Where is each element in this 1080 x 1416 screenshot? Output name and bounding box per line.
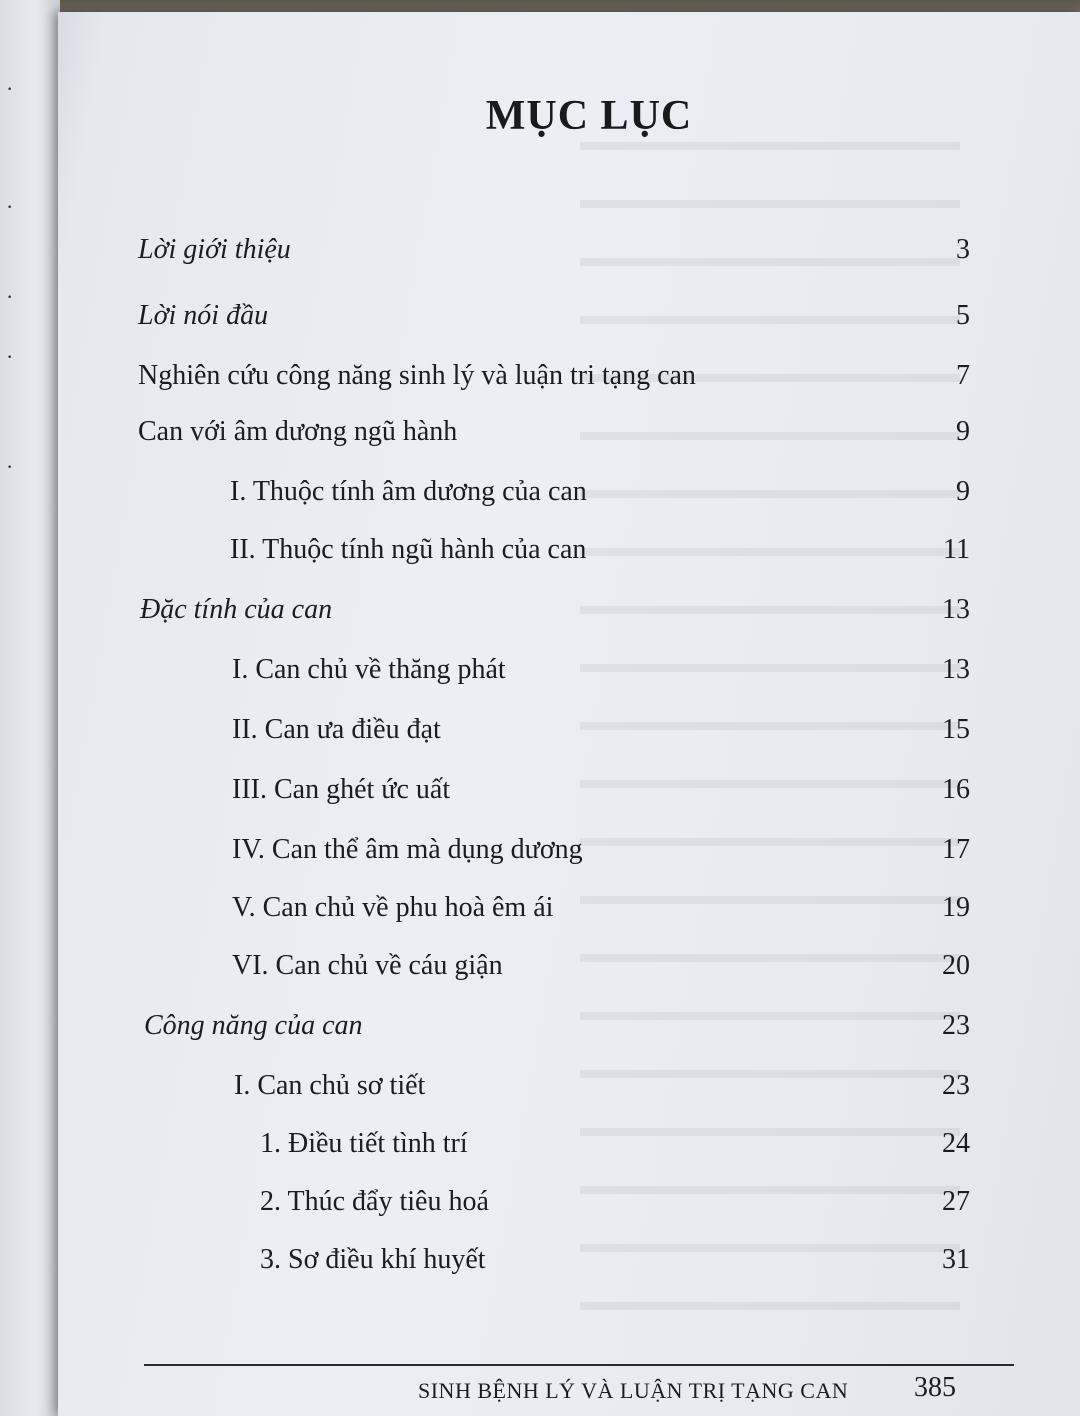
toc-entry-label: Can với âm dương ngũ hành <box>138 416 458 447</box>
toc-entry-page: 20 <box>942 950 970 981</box>
toc-entry[interactable] <box>232 710 970 750</box>
toc-entry[interactable] <box>138 296 970 336</box>
toc-entry[interactable] <box>138 412 970 452</box>
toc-entry-label: Công năng của can <box>144 1010 363 1041</box>
toc-entry-page: 24 <box>942 1128 970 1159</box>
toc-entry-page: 11 <box>943 534 970 565</box>
page-title: MỤC LỤC <box>485 93 693 139</box>
toc-entry[interactable] <box>138 230 970 270</box>
toc-entry-page: 15 <box>942 714 970 745</box>
book-page <box>58 12 1080 1416</box>
toc-entry-label: Lời giới thiệu <box>138 234 291 265</box>
toc-entry-label: III. Can ghét ức uất <box>232 774 451 805</box>
adjacent-page-mark: · <box>6 76 14 101</box>
toc-entry-page: 3 <box>956 234 970 265</box>
adjacent-page-mark: · <box>6 284 14 309</box>
toc-entry-label: Nghiên cứu công năng sinh lý và luận tri tạng can <box>138 360 696 391</box>
toc-entry-label: V. Can chủ về phu hoà êm ái <box>232 892 554 923</box>
toc-entry-page: 23 <box>942 1010 970 1041</box>
page-number: 385 <box>914 1372 956 1403</box>
toc-entry-label: II. Can ưa điều đạt <box>232 714 441 745</box>
toc-entry-label: 3. Sơ điều khí huyết <box>260 1244 486 1275</box>
adjacent-page-edge <box>0 0 60 1416</box>
toc-entry[interactable] <box>234 1066 970 1106</box>
toc-entry-label: I. Thuộc tính âm dương của can <box>230 476 587 507</box>
toc-entry-page: 9 <box>956 416 970 447</box>
toc-entry[interactable] <box>140 590 970 630</box>
toc-entry[interactable] <box>232 830 970 870</box>
toc-entry[interactable] <box>260 1240 970 1280</box>
toc-entry-label: Lời nói đầu <box>138 300 269 331</box>
toc-entry[interactable] <box>232 650 970 690</box>
adjacent-page-mark: · <box>6 344 14 369</box>
toc-entry[interactable] <box>144 1006 970 1046</box>
toc-entry[interactable] <box>232 770 970 810</box>
adjacent-page-mark: · <box>6 454 14 479</box>
table-of-contents <box>58 12 1080 1312</box>
toc-entry-label: 2. Thúc đẩy tiêu hoá <box>260 1186 489 1217</box>
toc-entry-page: 19 <box>942 892 970 923</box>
toc-entry-label: IV. Can thể âm mà dụng dương <box>232 834 583 865</box>
toc-entry-page: 23 <box>942 1070 970 1101</box>
toc-entry[interactable] <box>232 888 970 928</box>
toc-entry[interactable] <box>230 472 970 512</box>
toc-entry-page: 27 <box>942 1186 970 1217</box>
toc-entry-page: 7 <box>956 360 970 391</box>
toc-entry-label: Đặc tính của can <box>140 594 333 625</box>
toc-entry-page: 31 <box>942 1244 970 1275</box>
toc-entry-label: 1. Điều tiết tình trí <box>260 1128 468 1159</box>
adjacent-page-mark: · <box>6 194 14 219</box>
toc-entry[interactable] <box>260 1124 970 1164</box>
footer-divider <box>144 1364 1014 1366</box>
toc-entry-label: I. Can chủ về thăng phát <box>232 654 506 685</box>
toc-entry[interactable] <box>138 356 970 396</box>
toc-entry-page: 9 <box>956 476 970 507</box>
toc-entry-page: 17 <box>942 834 970 865</box>
running-footer-title: SINH BỆNH LÝ VÀ LUẬN TRỊ TẠNG CAN <box>418 1378 849 1403</box>
toc-entry-label: I. Can chủ sơ tiết <box>234 1070 426 1101</box>
toc-entry[interactable] <box>230 530 970 570</box>
toc-entry-page: 13 <box>942 594 970 625</box>
toc-entry-label: VI. Can chủ về cáu giận <box>232 950 503 981</box>
toc-entry[interactable] <box>260 1182 970 1222</box>
toc-entry-page: 5 <box>956 300 970 331</box>
toc-entry[interactable] <box>232 946 970 986</box>
toc-entry-page: 16 <box>942 774 970 805</box>
toc-entry-label: II. Thuộc tính ngũ hành của can <box>230 534 587 565</box>
toc-entry-page: 13 <box>942 654 970 685</box>
